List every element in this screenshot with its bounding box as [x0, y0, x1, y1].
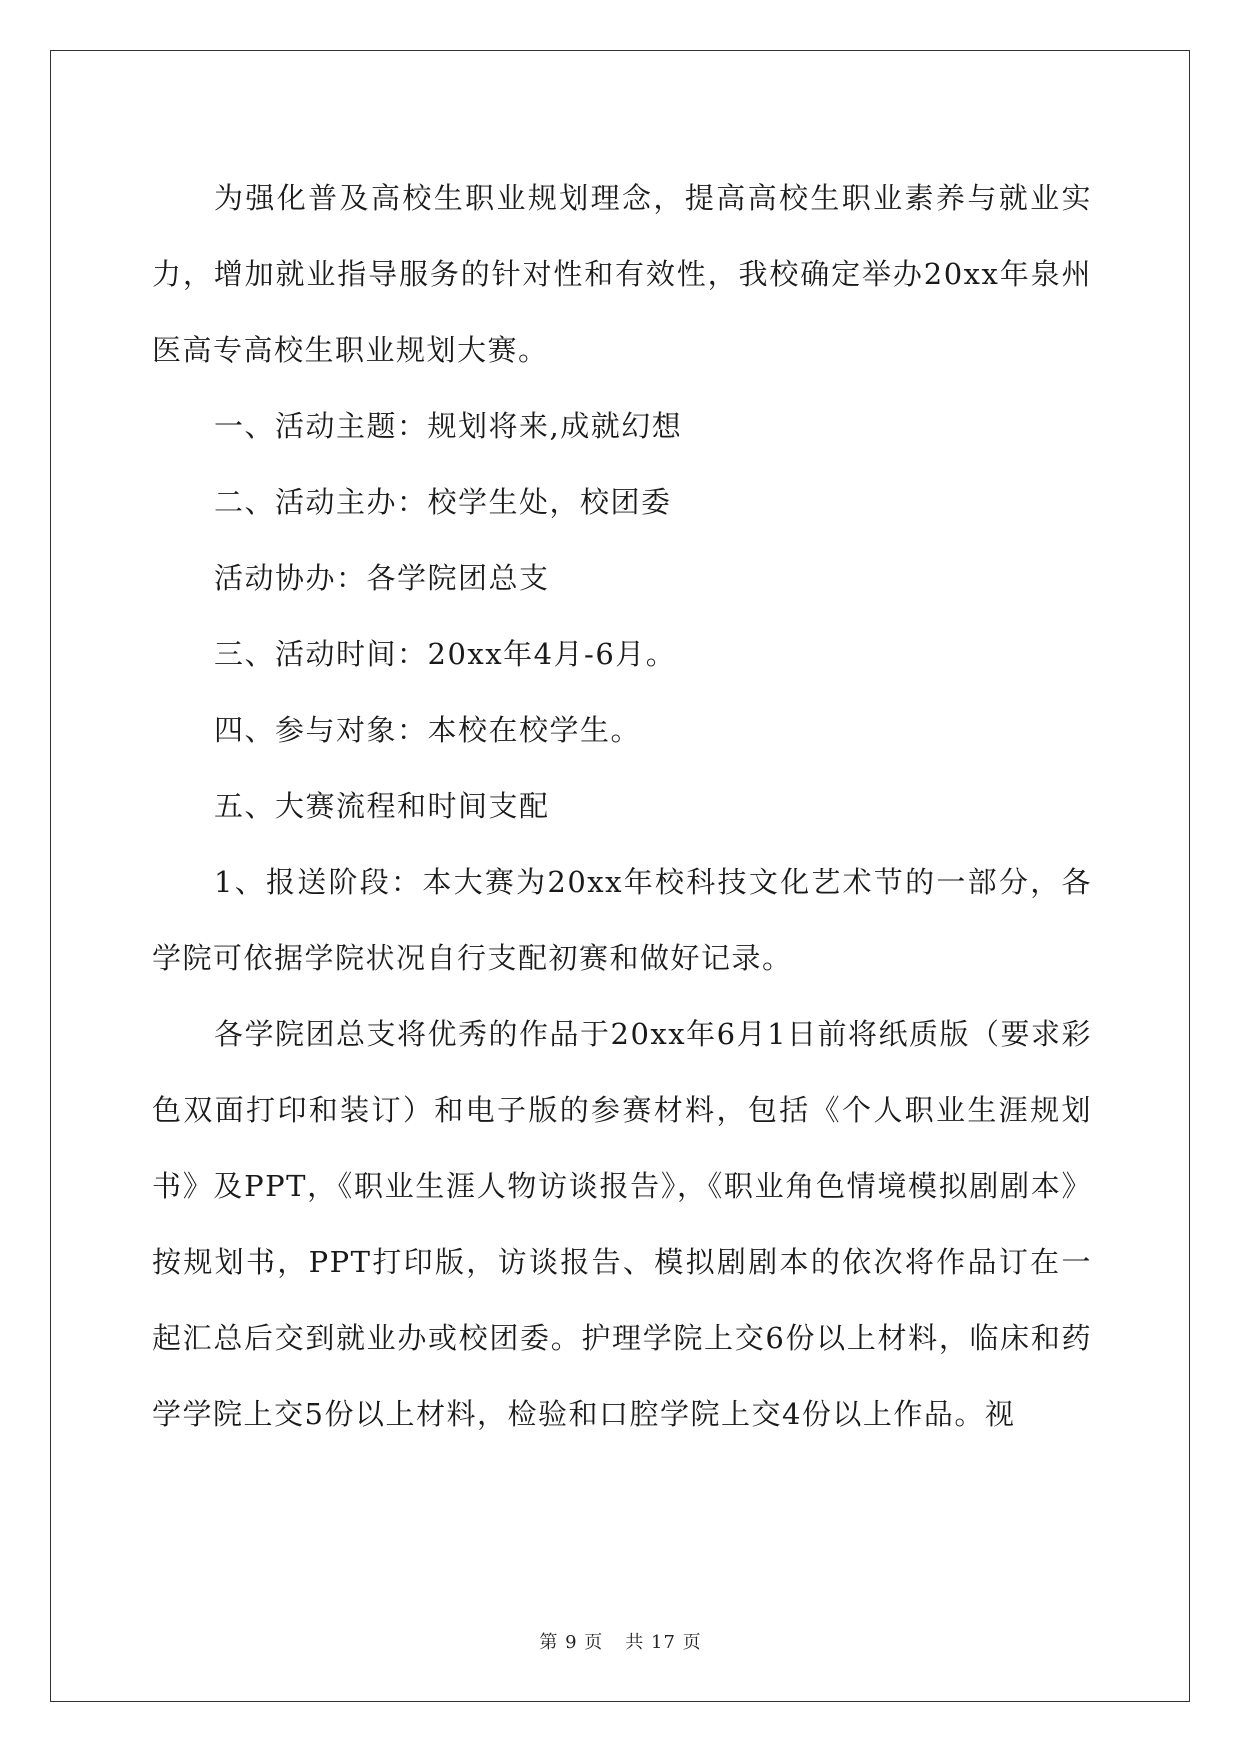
paragraph-time: 三、活动时间：20xx年4月-6月。: [214, 637, 677, 671]
page-total: 共 17 页: [625, 1632, 702, 1653]
paragraph-submission-stage: 1、报送阶段：本大赛为20xx年校科技文化艺术节的一部分，各学院可依据学院状况自行支配初赛和做好记录。: [152, 865, 1092, 975]
document-body: [152, 160, 1092, 1452]
paragraph-theme: 一、活动主题：规划将来,成就幻想: [214, 409, 683, 443]
paragraph-co-organizer: 活动协办：各学院团总支: [214, 561, 550, 595]
paragraph-process-heading: 五、大赛流程和时间支配: [214, 789, 550, 823]
paragraph-participants: 四、参与对象：本校在校学生。: [214, 713, 642, 747]
paragraph-intro: 为强化普及高校生职业规划理念，提高高校生职业素养与就业实力，增加就业指导服务的针对性和有效性，我校确定举办20xx年泉州医高专高校生职业规划大赛。: [152, 181, 1092, 367]
page-number: 第 9 页: [539, 1632, 604, 1653]
page-footer: [0, 1628, 1241, 1654]
paragraph-submission-details: 各学院团总支将优秀的作品于20xx年6月1日前将纸质版（要求彩色双面打印和装订）和电子版的参赛材料，包括《个人职业生涯规划书》及PPT，《职业生涯人物访谈报告》，《职业角色情境模拟剧剧本》按规划书，PPT打印版，访谈报告、模拟剧剧本的依次将作品订在一起汇总后交到就业办或校团委。护理学院上交6份以上材料，临床和药学学院上交5份以上材料，检验和口腔学院上交4份以上作品。视: [152, 1017, 1093, 1431]
paragraph-organizer: 二、活动主办：校学生处，校团委: [214, 485, 672, 519]
